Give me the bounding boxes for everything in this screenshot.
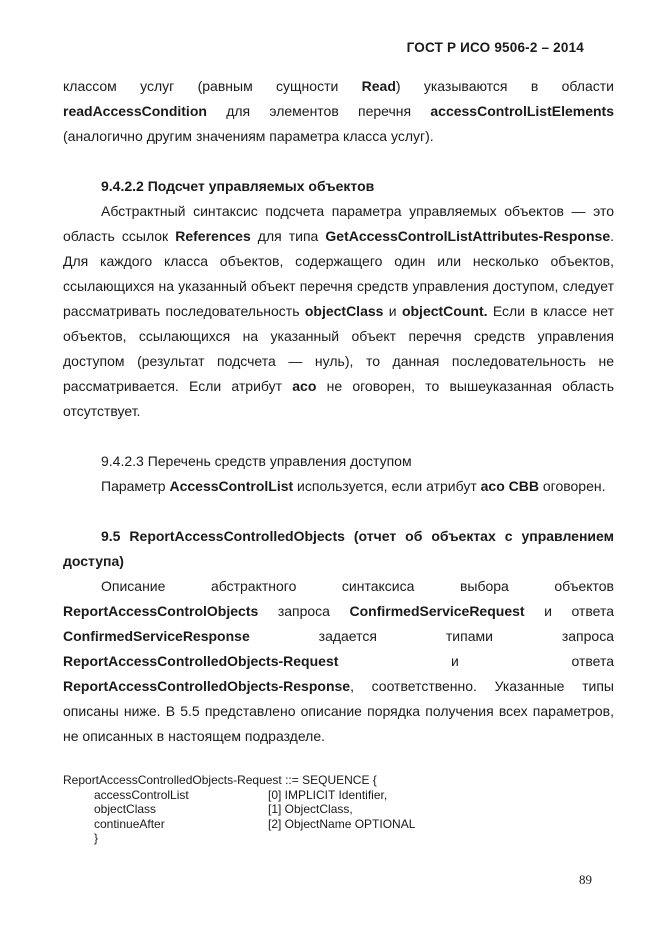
term-report-access-control-objects: ReportAccessControlObjects — [63, 603, 259, 619]
code-type: [0] IMPLICIT Identifier, — [268, 787, 388, 802]
text-run: и ответа — [338, 653, 614, 669]
term-object-count: objectCount. — [401, 303, 488, 319]
term-access-control-list-elements: accessControlListElements — [430, 103, 614, 119]
text-run: Если в классе нет объектов, ссылающихся на указанный объект перечня средств управления доступом (результат подсчета — нуль), то данная последовательность не рассматривается. Если атрибут — [63, 303, 614, 394]
paragraph-read-access — [63, 74, 614, 149]
text-run: (аналогично другим значениям параметра класса услуг). — [63, 128, 434, 144]
term-report-response: ReportAccessControlledObjects-Response — [63, 678, 351, 694]
page-number: 89 — [579, 872, 592, 887]
code-field: continueAfter — [94, 816, 165, 831]
code-close-line: } — [94, 831, 99, 845]
term-confirmed-service-response: ConfirmedServiceResponse — [63, 628, 250, 644]
text-run: Абстрактный синтаксис подсчета параметра управляемых объектов — это область ссылок — [63, 203, 614, 244]
section-heading-9-5: 9.5 ReportAccessControlledObjects (отчет об объектах с управлением доступа) — [63, 528, 614, 569]
section-heading-9-4-2-3: 9.4.2.3 Перечень средств управления доступом — [101, 453, 412, 469]
code-type: [1] ObjectClass, — [268, 802, 353, 816]
paragraph-report-access-controlled — [63, 574, 614, 749]
asn1-code-block — [63, 773, 623, 846]
term-read: Read — [361, 78, 396, 94]
term-confirmed-service-request: ConfirmedServiceRequest — [349, 603, 525, 619]
term-report-request: ReportAccessControlledObjects-Request — [63, 653, 339, 669]
text-run: задается типами запроса — [249, 628, 614, 644]
code-row — [63, 817, 623, 832]
code-open-line: ReportAccessControlledObjects-Request ::= SEQUENCE { — [63, 773, 377, 787]
text-run: оговорен. — [538, 478, 606, 494]
code-field: accessControlList — [94, 787, 189, 802]
code-field: objectClass — [94, 802, 157, 816]
term-object-class: objectClass — [304, 303, 384, 319]
text-run: , соответственно. Указанные типы описаны ниже. В 5.5 представлено описание порядка получения всех параметров, не описанных в настоящем подразделе. — [63, 678, 614, 744]
text-run: и ответа — [524, 603, 614, 619]
term-access-control-list: AccessControlList — [169, 478, 294, 494]
text-run: не оговорен, то вышеуказанная область отсутствует. — [63, 378, 614, 419]
term-aco: aco — [292, 378, 317, 394]
code-row — [63, 788, 623, 803]
body-text — [63, 74, 614, 749]
text-run: для элементов перечня — [206, 103, 431, 119]
document-header: ГОСТ Р ИСО 9506-2 – 2014 — [406, 40, 584, 55]
text-run: запроса — [258, 603, 350, 619]
section-heading-9-4-2-2: 9.4.2.2 Подсчет управляемых объектов — [101, 178, 375, 194]
term-aco-cbb: aco CBB — [480, 478, 539, 494]
paragraph-access-control-list — [63, 474, 614, 499]
text-run: для типа — [250, 228, 326, 244]
text-run: классом услуг (равным сущности — [63, 78, 362, 94]
code-type: [2] ObjectName OPTIONAL — [268, 816, 416, 831]
text-run: Параметр — [101, 478, 170, 494]
code-row — [63, 802, 623, 817]
term-get-acl-attributes-response: GetAccessControlListAttributes-Response — [325, 228, 611, 244]
term-read-access-condition: readAccessCondition — [63, 103, 207, 119]
paragraph-object-count — [63, 199, 614, 424]
text-run: ) указываются в области — [395, 78, 614, 94]
text-run: . Для каждого класса объектов, содержащего один или несколько объектов, ссылающихся на указанный объект перечня средств управления доступом, следует рассматривать последовательность — [63, 228, 614, 319]
term-references: References — [175, 228, 251, 244]
text-run: Описание абстрактного синтаксиса выбора объектов — [101, 578, 614, 594]
text-run: используется, если атрибут — [293, 478, 481, 494]
text-run: и — [383, 303, 402, 319]
